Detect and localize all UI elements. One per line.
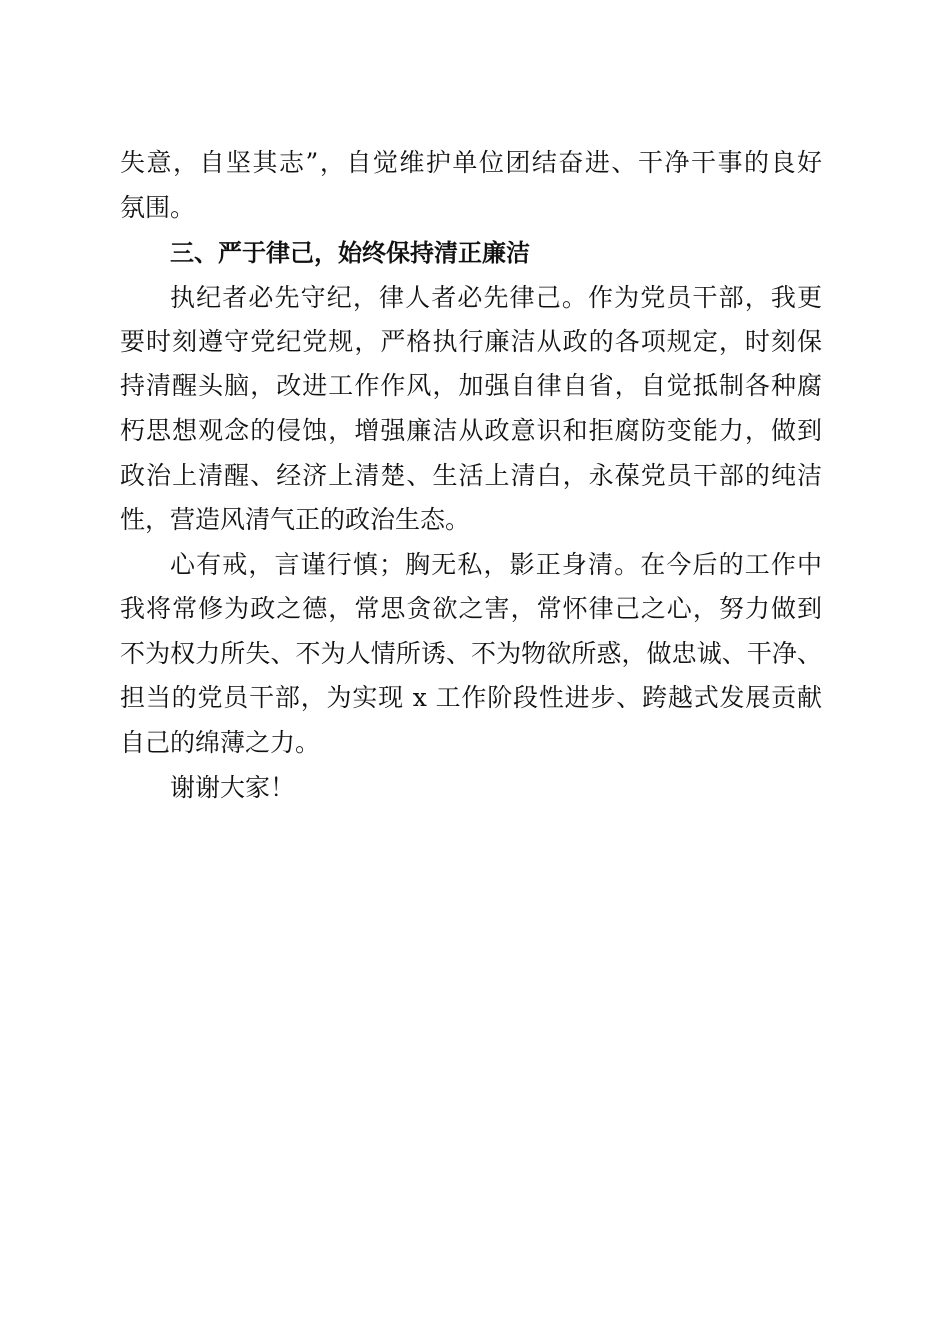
text-line: 心有戒，言谨行慎；胸无私，影正身清。在今后的工作中: [170, 550, 822, 579]
text-line: 不为权力所失、不为人情所诱、不为物欲所惑，做忠诚、干净、: [120, 639, 822, 668]
text-line: 持清醒头脑，改进工作作风，加强自律自省，自觉抵制各种腐: [120, 371, 822, 400]
text-line: 性，营造风清气正的政治生态。: [120, 505, 471, 534]
text-line: 执纪者必先守纪，律人者必先律己。作为党员干部，我更: [170, 283, 822, 312]
closing-line: 谢谢大家！: [170, 773, 296, 802]
text-line: 我将常修为政之德，常思贪欲之害，常怀律己之心，努力做到: [120, 594, 822, 623]
text-line: 政治上清醒、经济上清楚、生活上清白，永葆党员干部的纯洁: [120, 461, 822, 490]
text-line: 自己的绵薄之力。: [120, 728, 321, 757]
text-line: 要时刻遵守党纪党规，严格执行廉洁从政的各项规定，时刻保: [120, 327, 822, 356]
section-heading: 三、严于律己，始终保持清正廉洁: [170, 239, 530, 267]
text-line: 失意，自坚其志”，自觉维护单位团结奋进、干净干事的良好: [120, 148, 822, 177]
text-line: 氛围。: [120, 193, 196, 222]
text-line: 朽思想观念的侵蚀，增强廉洁从政意识和拒腐防变能力，做到: [120, 416, 822, 445]
text-line: 担当的党员干部，为实现 x 工作阶段性进步、跨越式发展贡献: [120, 683, 822, 712]
